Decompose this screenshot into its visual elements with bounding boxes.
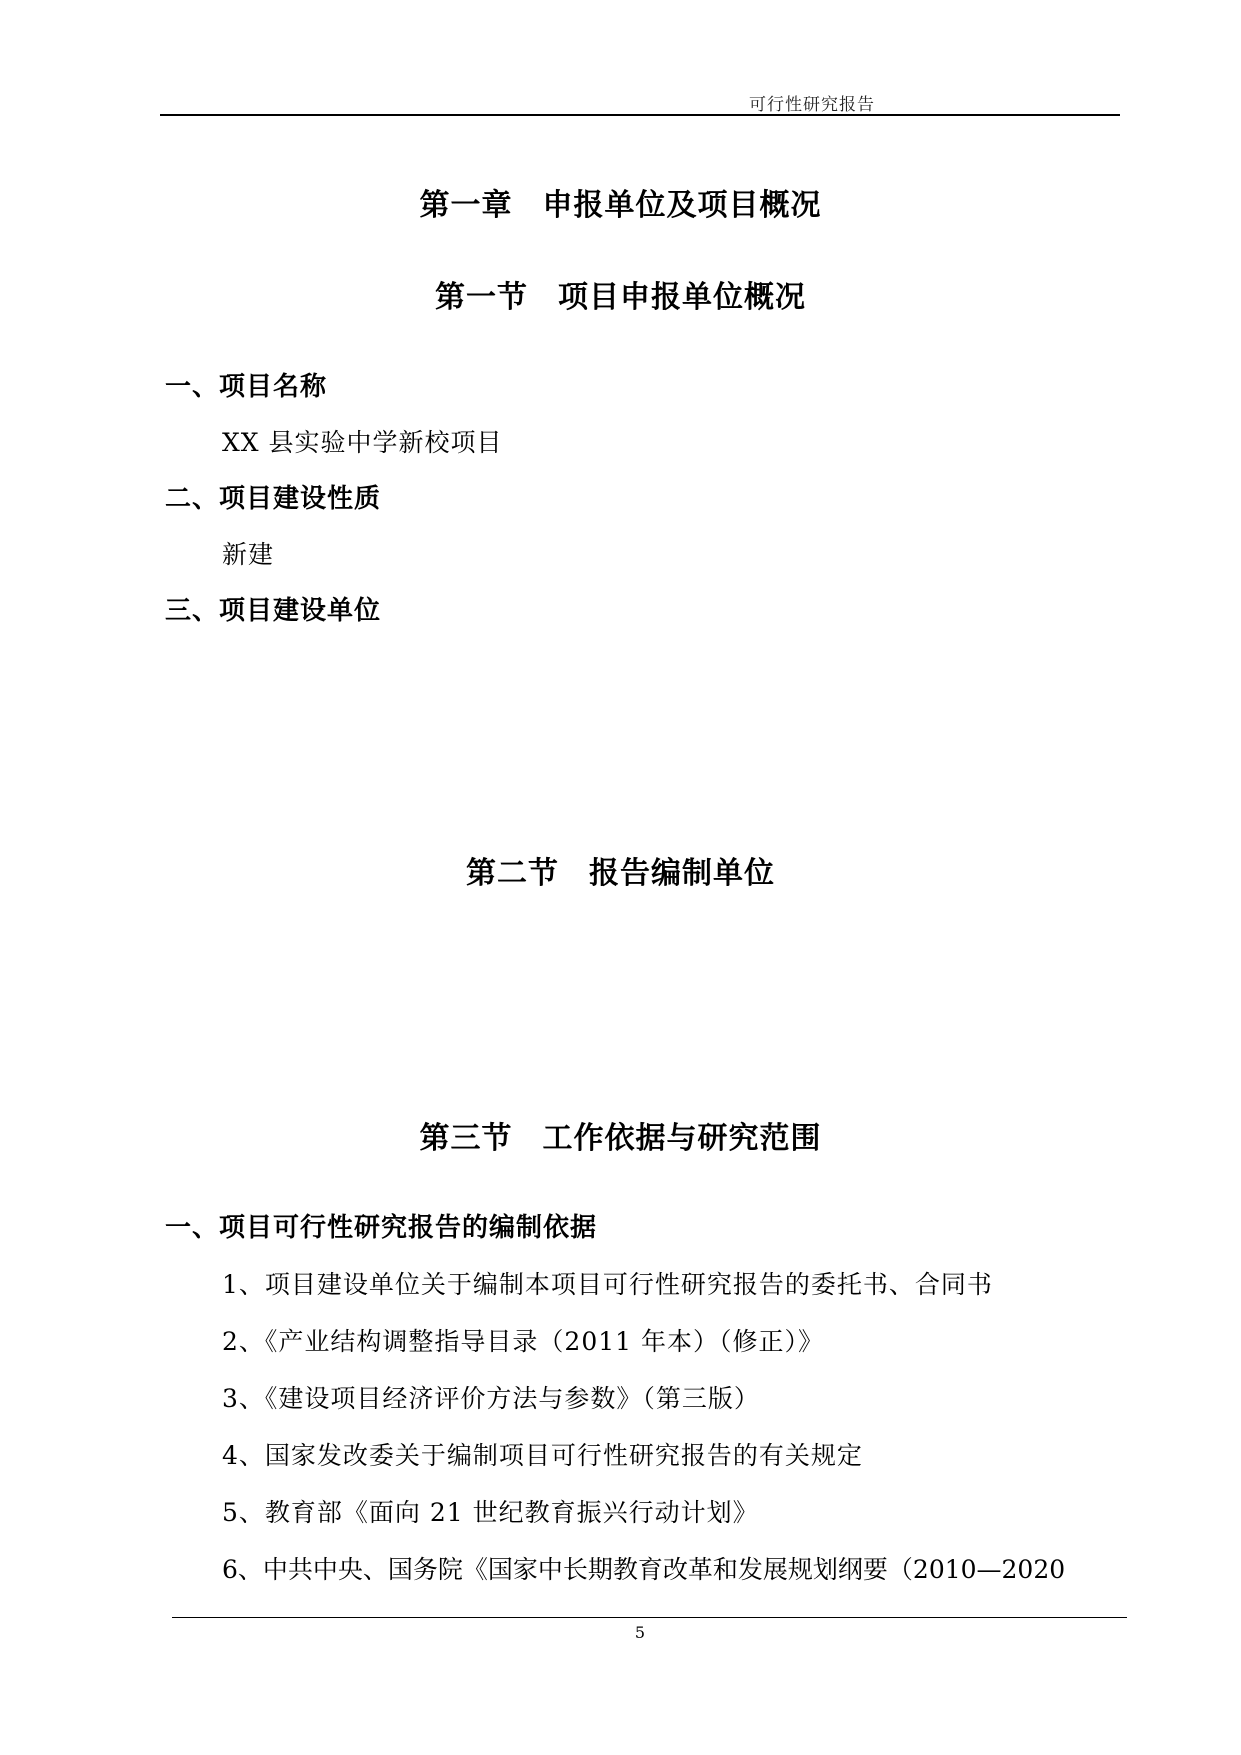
section-1-title: 项目申报单位概况	[558, 280, 806, 315]
section-2-heading	[0, 848, 1241, 892]
section-2-title: 报告编制单位	[589, 856, 775, 891]
section-3-heading	[0, 1113, 1241, 1157]
basis-list-item: 3、《建设项目经济评价方法与参数》（第三版）	[222, 1384, 760, 1413]
section-2-number: 第二节	[466, 856, 559, 891]
item-2-content: 新建	[222, 540, 275, 569]
basis-list-item: 6、中共中央、国务院《国家中长期教育改革和发展规划纲要（2010—2020	[222, 1555, 1066, 1584]
basis-list-item: 2、《产业结构调整指导目录（2011 年本）（修正）》	[222, 1327, 824, 1356]
chapter-heading	[0, 180, 1241, 224]
page-number: 5	[634, 1623, 646, 1642]
footer-divider	[172, 1617, 1127, 1618]
basis-list-item: 4、国家发改委关于编制项目可行性研究报告的有关规定	[222, 1441, 863, 1470]
basis-list-item: 1、项目建设单位关于编制本项目可行性研究报告的委托书、合同书	[222, 1270, 993, 1299]
basis-list-item: 5、教育部《面向 21 世纪教育振兴行动计划》	[222, 1498, 759, 1527]
section-3-subheading: 一、项目可行性研究报告的编制依据	[165, 1213, 598, 1243]
item-1-heading: 一、项目名称	[165, 372, 328, 402]
item-1-content: XX 县实验中学新校项目	[222, 428, 503, 457]
item-3-heading: 三、项目建设单位	[165, 596, 382, 626]
section-1-heading	[0, 272, 1241, 316]
page-header	[160, 82, 1120, 116]
item-2-heading: 二、项目建设性质	[165, 484, 382, 514]
section-3-number: 第三节	[419, 1121, 513, 1156]
chapter-number: 第一章	[419, 188, 513, 223]
header-title: 可行性研究报告	[749, 95, 875, 115]
chapter-title: 申报单位及项目概况	[542, 188, 822, 223]
section-1-number: 第一节	[435, 280, 528, 315]
section-3-title: 工作依据与研究范围	[542, 1121, 822, 1156]
